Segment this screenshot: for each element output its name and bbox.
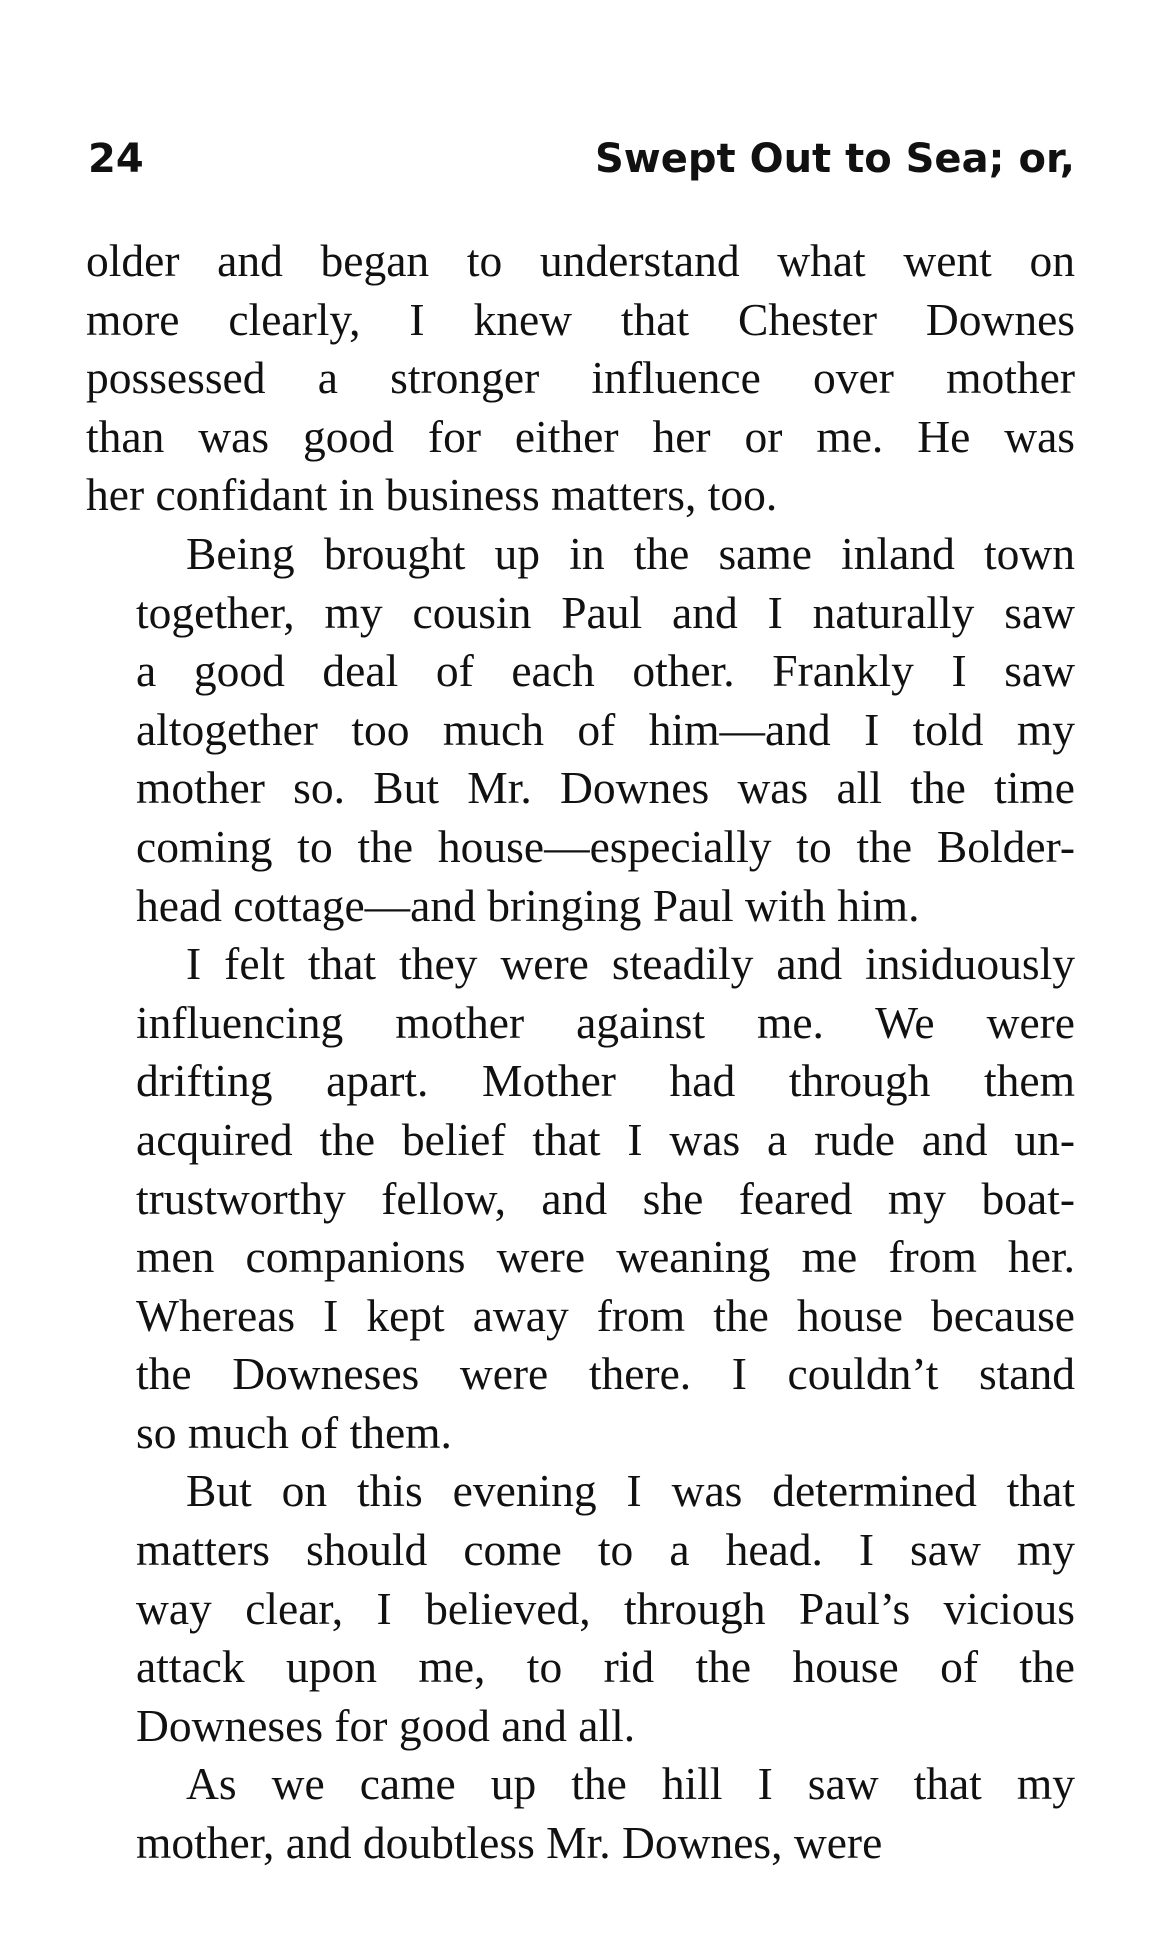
text-line: mother so. But Mr. Downes was all the time bbox=[136, 762, 1075, 814]
text-line: men companions were weaning me from her. bbox=[136, 1231, 1075, 1283]
page-number: 24 bbox=[88, 136, 144, 182]
text-line: attack upon me, to rid the house of the bbox=[136, 1641, 1075, 1693]
paragraph bbox=[86, 232, 1075, 525]
text-line: But on this evening I was determined that bbox=[186, 1465, 1075, 1517]
text-line: her confidant in business matters, too. bbox=[86, 469, 778, 521]
text-line: mother, and doubtless Mr. Downes, were bbox=[136, 1817, 883, 1869]
text-line: head cottage—and bringing Paul with him. bbox=[136, 879, 920, 931]
text-line: Being brought up in the same inland town bbox=[186, 527, 1075, 579]
text-line: older and began to understand what went on bbox=[86, 235, 1075, 286]
text-line: As we came up the hill I saw that my bbox=[186, 1758, 1075, 1810]
text-line: together, my cousin Paul and I naturally saw bbox=[136, 586, 1075, 638]
text-line: possessed a stronger influence over mother bbox=[86, 352, 1075, 404]
running-title: Swept Out to Sea; or, bbox=[595, 136, 1075, 182]
text-line: way clear, I believed, through Paul’s vicious bbox=[136, 1582, 1075, 1634]
text-line: coming to the house—especially to the Bolder- bbox=[136, 820, 1075, 872]
paragraph bbox=[86, 525, 1075, 935]
text-line: altogether too much of him—and I told my bbox=[136, 703, 1075, 755]
text-line: I felt that they were steadily and insiduously bbox=[186, 938, 1075, 990]
text-line: the Downeses were there. I couldn’t stand bbox=[136, 1348, 1075, 1400]
text-line: trustworthy fellow, and she feared my boat- bbox=[136, 1172, 1075, 1224]
text-line: matters should come to a head. I saw my bbox=[136, 1524, 1075, 1576]
running-header bbox=[88, 136, 1075, 206]
body-text bbox=[86, 232, 1075, 1873]
text-line: Whereas I kept away from the house because bbox=[136, 1289, 1075, 1341]
text-line: more clearly, I knew that Chester Downes bbox=[86, 293, 1075, 345]
text-line: so much of them. bbox=[136, 1406, 452, 1458]
text-line: Downeses for good and all. bbox=[136, 1699, 636, 1751]
text-line: than was good for either her or me. He was bbox=[86, 410, 1075, 462]
text-line: influencing mother against me. We were bbox=[136, 996, 1075, 1048]
paragraph bbox=[86, 1755, 1075, 1872]
paragraph bbox=[86, 935, 1075, 1462]
text-line: a good deal of each other. Frankly I saw bbox=[136, 645, 1075, 697]
text-line: drifting apart. Mother had through them bbox=[136, 1055, 1075, 1107]
paragraph bbox=[86, 1462, 1075, 1755]
text-line: acquired the belief that I was a rude and un- bbox=[136, 1113, 1075, 1165]
